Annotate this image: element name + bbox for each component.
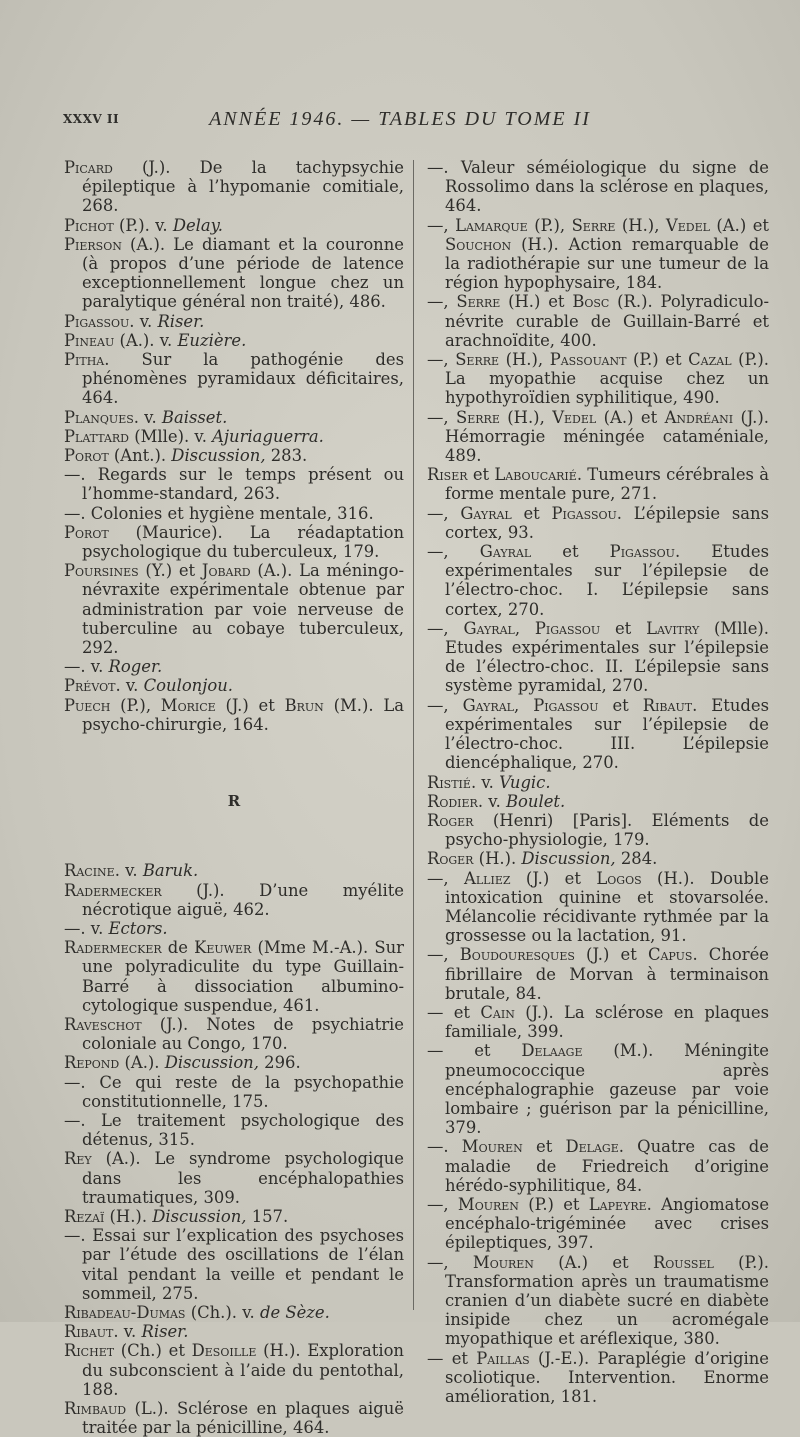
cross-reference: Coulonjou. [143,676,233,696]
entry-text: et [511,503,552,523]
entry-text: — et [427,1348,477,1368]
author-name: Keuwer [194,938,252,958]
entry-text: . v. [477,791,506,811]
author-name: Roger [427,810,474,830]
running-title: ANNÉE 1946. — TABLES DU TOME II [209,108,591,130]
entry-text: —. Essai sur l’explication des psychoses par l’étude des oscillations de l’élan vital pendant la veille et pendant le sommeil, 275. [64,1226,404,1303]
author-name: Richet [64,1341,115,1361]
cross-reference: Baruk. [142,861,199,881]
entry-text: (J.) et [215,695,285,715]
cross-reference: Ectors. [108,918,168,938]
author-name: Laboucarié [494,465,577,485]
author-name: Radermecker [64,938,162,958]
entry-text: (H.), [499,407,553,427]
author-name: Cazal [688,350,732,370]
index-entry [427,1137,769,1195]
index-entry [64,561,404,657]
entry-text: . Angiomatose encéphalo-trigéminée avec crises épileptiques, 397. [445,1194,770,1253]
entry-text: (J.). Hémorragie méningée cataméniale, 489. [445,407,769,466]
author-name: Gayral [460,503,512,523]
entry-text: (P.) et [518,1194,589,1214]
entry-text: (H.), [499,350,550,370]
author-name: Cain [480,1002,515,1022]
section-letter: R [227,792,241,811]
entry-text: (H.). Double intoxication quinine et stovarsolée. Mélancolie récidivante rythmée par la grossesse ou la lactation, 91. [445,868,769,946]
cross-reference: Roger. [108,657,163,677]
index-entry [427,1003,769,1041]
entry-text: et [522,1137,566,1157]
index-entry [64,427,404,446]
author-name: Mouren [461,1137,523,1157]
entry-text: (A.). v. [114,330,178,350]
column-rule [413,160,414,1310]
author-name: Pigassou [64,311,130,331]
index-entry [64,1207,404,1226]
entry-text: —. Valeur séméiologique du signe de Rossolimo dans la sclérose en plaques, 464. [427,158,769,216]
author-name: Delage [565,1137,619,1157]
index-entry [64,523,404,561]
entry-text: . Quatre cas de maladie de Friedreich d’origine hérédo-syphilitique, 84. [445,1137,769,1195]
index-entry [64,1322,404,1341]
entry-text: (A.). La méningo-névraxite expérimentale obtenue par administration par voie nerveuse de tuberculine au cobaye tuberculeux, 292. [82,561,404,658]
author-name: Passouant [549,350,627,370]
author-name: Rezaï [64,1206,105,1226]
entry-text: (J.). La sclérose en plaques familiale, 399. [445,1002,769,1042]
entry-text: —, [427,215,456,235]
entry-text: —, [427,695,463,715]
author-name: Pierson [64,234,122,254]
cross-reference: Euzière. [177,330,247,350]
entry-text: . L’épilepsie sans cortex, 93. [445,503,769,542]
index-entry [427,811,769,849]
entry-text: . v. [133,407,162,427]
entry-text: et [598,695,643,715]
folio: XXXV II [63,112,120,126]
entry-text: (H.). [104,1206,153,1226]
author-name: Roger [427,849,474,869]
entry-text: et [467,465,495,485]
cross-reference: Discussion, [152,1206,247,1226]
entry-text: 284. [615,849,658,869]
entry-text: —, [427,945,460,965]
index-entry [64,1341,404,1399]
entry-text: . v. [115,676,144,696]
entry-text: (R.). Polyradiculo-névrite curable de Guillain-Barré et arachnoïdite, 400. [445,292,769,350]
author-name: Lamarque [455,215,528,235]
index-entry [64,1111,404,1149]
entry-text: (P.) et [626,350,689,370]
index-entry [64,312,404,331]
index-entry [64,919,404,938]
index-entry [64,676,404,695]
index-entry [427,408,769,466]
author-name: Rey [64,1149,92,1169]
entry-text: (Y.) et [138,561,202,581]
index-entry [64,331,404,350]
entry-text: —, [427,542,480,562]
index-entry [64,235,404,312]
entry-text: (J.). Notes de psychiatrie coloniale au Congo, 170. [82,1014,404,1054]
entry-text: (M.). Méningite pneumococcique après encéphalographie gazeuse par voie lombaire ; guérison par la pénicilline, 379. [445,1041,769,1138]
author-name: Morice [160,695,216,715]
author-name: Puech [64,695,111,715]
entry-text: (Henri) [Paris]. Eléments de psycho-physiologie, 179. [445,810,769,850]
author-name: Raveschot [64,1014,142,1034]
entry-text: (P.), [527,215,572,235]
entry-text: —. [427,1137,462,1157]
author-name: Pigassou [534,618,601,638]
index-entry [427,1253,769,1349]
author-name: Delaage [521,1041,583,1061]
cross-reference: Boulet. [506,791,566,811]
entry-text: (P.). v. [113,215,173,235]
entry-text: (J.-E.). Paraplégie d’origine scoliotique. Intervention. Enorme amélioration, 181. [445,1348,769,1406]
entry-text: —, [427,1252,473,1272]
author-name: Mouren [472,1252,534,1272]
index-entry [64,446,404,465]
index-entry [64,1073,404,1111]
entry-text: (P.). La myopathie acquise chez un hypothyroïdien syphilitique, 490. [445,350,770,408]
entry-text: (J.) et [510,868,597,888]
author-name: Plattard [64,426,129,446]
index-entry [427,465,769,503]
cross-reference: Riser. [141,1322,189,1342]
author-name: Souchon [445,234,512,254]
index-entry [427,773,769,792]
entry-text: de [161,938,195,958]
author-name: Prévot [64,676,116,696]
entry-text: (A.) et [596,407,665,427]
running-header [0,108,800,132]
entry-text: 283. [265,446,308,466]
author-name: Gayral [462,695,514,715]
entry-text: . Chorée fibrillaire de Morvan à terminaison brutale, 84. [445,945,769,1003]
author-name: Racine [64,861,115,881]
entry-text: . v. [114,861,143,881]
entry-text: —, [427,292,457,312]
index-entry [64,861,404,880]
cross-reference: Vugic. [499,772,551,792]
index-entry [64,465,404,503]
author-name: Radermecker [64,880,162,900]
entry-text: (H.). Action remarquable de la radiothérapie sur une tumeur de la région hypophysaire, 184. [445,234,769,293]
entry-text: (M.). La psycho-chirurgie, 164. [82,695,404,734]
entry-text: (P.). Transformation après un traumatisme cranien d’un diabète sucré en diabète insipide chez un acromégale myopathique et aréflexique, 380. [445,1252,769,1349]
index-entry [64,216,404,235]
entry-text: (H.), [615,215,666,235]
author-name: Andréani [664,407,734,427]
author-name: Porot [64,522,109,542]
entry-text: —, [427,618,464,638]
entry-text: (J.) et [574,945,648,965]
entry-text: (Mlle). Etudes expérimentales sur l’épilepsie de l’électro-choc. II. L’épilepsie sans système pyramidal, 270. [445,618,770,696]
index-entry [427,1041,769,1137]
entry-text: —. v. [64,657,109,677]
author-name: Roussel [652,1252,714,1272]
entry-text: (A.) et [533,1252,653,1272]
author-name: Logos [596,868,642,888]
cross-reference: Riser. [157,311,205,331]
entry-text: , [513,695,534,715]
entry-text: (Ch.) et [114,1341,192,1361]
right-column [427,158,769,1406]
cross-reference: Discussion, [521,849,616,869]
left-column [64,158,404,1437]
cross-reference: Discussion, [171,446,266,466]
entry-text: (Mme M.-A.). Sur une polyradiculite du type Guillain-Barré à dissociation albumino-cytologique suspendue, 461. [82,938,404,1015]
entry-text: — et [427,1002,481,1022]
author-name: Vedel [552,407,597,427]
entry-text: —. Colonies et hygiène mentale, 316. [64,503,374,523]
author-name: Lapeyre [588,1194,647,1214]
author-name: Planques [64,407,134,427]
author-name: Pigassou [533,695,599,715]
entry-text: —, [427,503,461,523]
entry-text: —. Regards sur le temps présent ou l’homme-standard, 263. [64,465,404,504]
index-entry [427,1195,769,1253]
index-entry [64,1015,404,1053]
author-name: Picard [64,158,113,177]
entry-text: —. v. [64,918,109,938]
author-name: Pineau [64,330,115,350]
index-entry [64,1226,404,1303]
author-name: Pigassou [609,542,675,562]
entry-text: (H.) et [500,292,573,312]
cross-reference: Ajuriaguerra. [212,426,324,446]
entry-text: —, [427,350,456,370]
author-name: Pigassou [551,503,617,523]
author-name: Alliez [464,868,511,888]
index-entry [427,945,769,1003]
author-name: Gayral [463,618,515,638]
entry-text: . Sur la pathogénie des phénomènes pyramidaux déficitaires, 464. [82,350,404,408]
author-name: Serre [571,215,616,235]
author-name: Paillas [476,1348,530,1368]
index-entry [64,1303,404,1322]
entry-text: (P.), [110,695,161,715]
entry-text: et [531,542,610,562]
entry-text: —. Ce qui reste de la psychopathie constitutionnelle, 175. [64,1072,404,1111]
author-name: Bosc [572,292,610,312]
index-entry [64,1053,404,1072]
index-entry [427,350,769,408]
author-name: Desoille [191,1341,257,1361]
author-name: Vedel [665,215,710,235]
entry-text: —. Le traitement psychologique des détenus, 315. [64,1110,404,1150]
entry-text: . Etudes expérimentales sur l’épilepsie de l’électro-choc. III. L’épilepsie diencéphalique, 270. [445,695,769,773]
author-name: Mouren [457,1194,519,1214]
author-name: Brun [284,695,324,715]
entry-text: —, [427,407,457,427]
entry-text: (A.). Le syndrome psychologique dans les encéphalopathies traumatiques, 309. [82,1149,404,1207]
cross-reference: Baisset. [161,407,228,427]
author-name: Ristié [427,772,471,792]
author-name: Poursines [64,561,139,581]
cross-reference: Discussion, [164,1053,259,1073]
author-name: Gayral [479,542,532,562]
author-name: Capus [647,945,693,965]
index-entry [427,292,769,350]
index-entry [427,619,769,696]
index-entry [427,696,769,773]
author-name: Serre [456,292,501,312]
entry-text: , [514,618,535,638]
index-entry [64,938,404,1015]
entry-text: (J.). D’une myélite nécrotique aiguë, 462. [82,880,404,919]
index-entry [427,158,769,216]
entry-text: (H.). Exploration du subconscient à l’aide du pentothal, 188. [82,1341,404,1399]
entry-text: (Ant.). [108,446,172,466]
entry-text: . v. [113,1322,142,1342]
entry-text: . v. [129,311,158,331]
index-entry [64,408,404,427]
index-entry [64,504,404,523]
entry-text: (A.). Le diamant et la couronne (à propos d’une période de latence exceptionnellement longue chez un paralytique général non traité), 486. [82,234,404,312]
entry-text: et [600,618,647,638]
author-name: Porot [64,446,109,466]
index-entry [427,504,769,542]
index-entry [427,849,769,868]
entry-text: (L.). Sclérose en plaques aiguë traitée par la pénicilline, 464. [82,1398,404,1437]
author-name: Jobard [201,561,251,581]
entry-text: —, [427,1194,458,1214]
author-name: Serre [455,350,500,370]
entry-text: (Maurice). La réadaptation psychologique du tuberculeux, 179. [82,522,404,562]
index-entry [64,1149,404,1207]
author-name: Serre [456,407,500,427]
author-name: Ribaut [642,695,693,715]
author-name: Pitha [64,350,105,370]
author-name: Pichot [64,215,114,235]
entry-text: 157. [246,1206,289,1226]
author-name: Rodier [427,791,478,811]
index-entry [427,1349,769,1407]
entry-text: . Etudes expérimentales sur l’épilepsie de l’électro-choc. I. L’épilepsie sans cortex, 270. [445,542,769,619]
entry-text: (A.) et [709,215,769,235]
entry-text: . v. [470,772,500,792]
cross-reference: Delay. [172,215,223,235]
author-name: Repond [64,1053,120,1073]
entry-text: —, [427,868,465,888]
entry-text: (Ch.). v. [185,1302,260,1322]
entry-text: 296. [258,1053,301,1073]
index-entry [64,350,404,408]
entry-text: (H.). [473,849,522,869]
index-entry [64,657,404,676]
index-entry [64,696,404,734]
entry-text: (J.). De la tachypsychie épileptique à l’hypomanie comitiale, 268. [82,158,404,216]
index-entry [427,792,769,811]
author-name: Boudouresques [459,945,575,965]
author-name: Lavitry [646,618,700,638]
cross-reference: de Sèze. [259,1302,330,1322]
author-name: Rimbaud [64,1398,127,1418]
index-entry [427,869,769,946]
index-entry [64,881,404,919]
entry-text: (Mlle). v. [129,426,213,446]
index-entry [427,216,769,293]
author-name: Ribadeau-Dumas [64,1302,186,1322]
author-name: Riser [427,465,468,485]
entry-text: (A.). [119,1053,165,1073]
index-entry [427,542,769,619]
entry-text: — et [427,1041,522,1061]
index-entry [64,158,404,216]
author-name: Ribaut [64,1322,114,1342]
entry-text: . Tumeurs cérébrales à forme mentale pure, 271. [445,465,769,504]
index-entry [64,1399,404,1437]
